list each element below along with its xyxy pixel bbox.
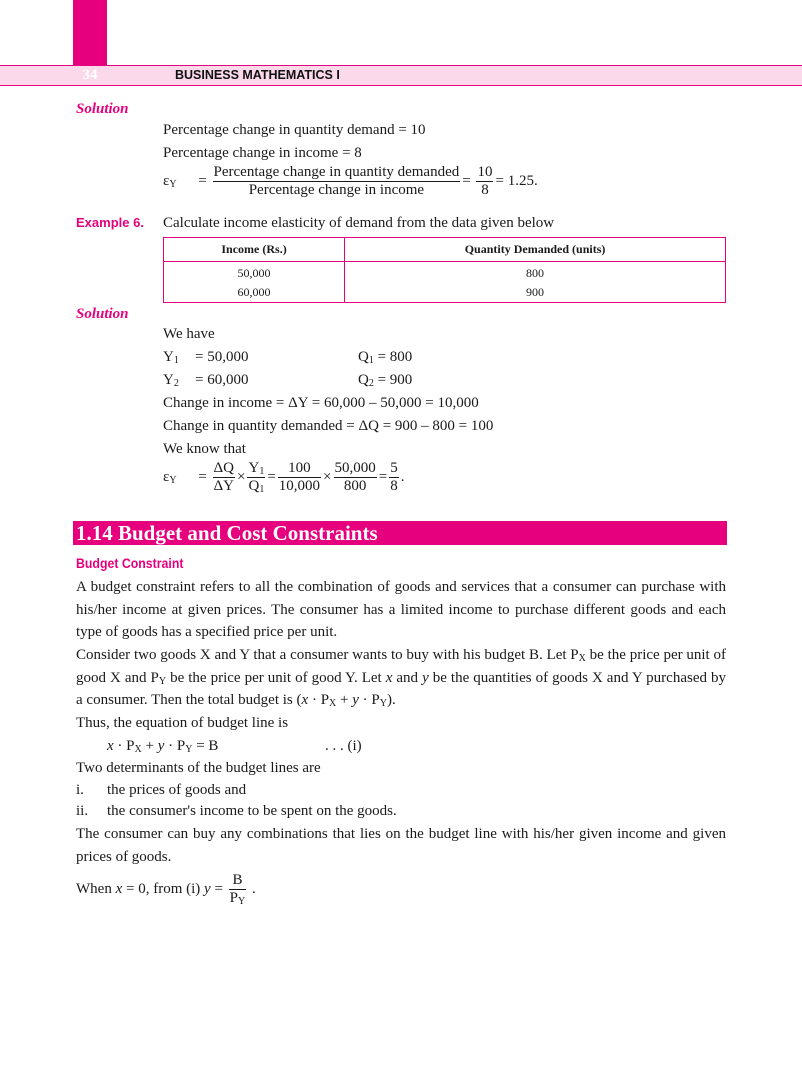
var: Q bbox=[358, 349, 369, 365]
var: P bbox=[176, 738, 186, 754]
text: and bbox=[392, 669, 423, 686]
table-cell: 900 bbox=[526, 285, 545, 299]
epsilon: ε bbox=[163, 172, 170, 189]
budget-equation bbox=[107, 736, 218, 756]
subscript: 1 bbox=[259, 466, 265, 477]
solution-label: Solution bbox=[76, 306, 129, 322]
subscript: 1 bbox=[368, 355, 374, 366]
var: Q bbox=[248, 478, 260, 494]
fraction bbox=[278, 460, 321, 495]
text-line: Two determinants of the budget lines are bbox=[76, 760, 321, 776]
var: y bbox=[157, 738, 165, 754]
y1-line bbox=[163, 347, 179, 367]
subsection-heading: Budget Constraint bbox=[76, 555, 184, 571]
text-line: Percentage change in income = 8 bbox=[163, 145, 362, 161]
table-cell: 800 bbox=[526, 266, 545, 280]
subscript: 2 bbox=[368, 378, 374, 389]
value: = 900 bbox=[377, 372, 413, 388]
numerator: 5 bbox=[390, 460, 398, 476]
table-row bbox=[164, 262, 726, 284]
op: · bbox=[358, 692, 372, 708]
text-line: Percentage change in quantity demand = 10 bbox=[163, 122, 426, 138]
paragraph: The consumer can buy any combinations that lies on the budget line with his/her given income and given prices of goods. bbox=[76, 826, 726, 865]
var: x bbox=[301, 692, 309, 708]
text-line: Thus, the equation of budget line is bbox=[76, 715, 289, 731]
q2-line bbox=[358, 370, 412, 390]
var: Y bbox=[163, 372, 174, 388]
text-line: Change in income = ΔY = 60,000 – 50,000 = 10,000 bbox=[163, 395, 479, 411]
table-header-row bbox=[164, 238, 726, 262]
y1-value: = 50,000 bbox=[195, 349, 249, 365]
var: Y bbox=[163, 349, 174, 365]
op: = B bbox=[192, 738, 219, 754]
op: · bbox=[308, 692, 321, 708]
numerator: 10 bbox=[477, 164, 493, 180]
paragraph: A budget constraint refers to all the combination of goods and services that a consumer can purchase with his/her income at given prices. The consumer has a limited income to purchase different goods and each type of goods has a specified price per unit. bbox=[76, 579, 726, 640]
section-heading: 1.14 Budget and Cost Constraints bbox=[73, 521, 727, 545]
paragraph: Consider two goods X and Y that a consumer wants to buy with his budget B. Let $P_X$ be the price per unit of good X and $P_Y$ be the price per unit of good Y. Let x and y be the quantities of goods X and Y purchased by a consumer. Then the total budget is $(x \cdot P_X + y \cdot P_Y)$. bbox=[76, 647, 727, 709]
op: + bbox=[336, 692, 353, 708]
subscript: Y bbox=[379, 698, 387, 709]
elasticity-formula: $\varepsilon_Y$ = $\frac{\text{Percentage change in quantity demanded}}{\text{Percentage change in income}}$ = $\frac{10}{8}$ = 1.25. bbox=[163, 164, 538, 198]
fraction bbox=[389, 460, 399, 495]
y2-value: = 60,000 bbox=[195, 372, 249, 388]
subscript: Y bbox=[169, 474, 177, 486]
var: y bbox=[352, 692, 359, 708]
denominator bbox=[247, 478, 265, 495]
subscript: X bbox=[578, 653, 586, 664]
equation-tag: . . . (i) bbox=[325, 738, 362, 754]
text: When bbox=[76, 880, 116, 897]
var: P bbox=[320, 692, 330, 708]
text: be the price per unit of good X and P bbox=[76, 647, 727, 686]
denominator: 10,000 bbox=[278, 478, 321, 494]
var: x bbox=[107, 738, 114, 754]
numerator: B bbox=[229, 872, 247, 890]
epsilon: ε bbox=[163, 468, 170, 485]
text-line: We know that bbox=[163, 441, 246, 457]
table-row bbox=[164, 283, 726, 303]
text: be the price per unit of good Y. Let bbox=[166, 669, 386, 686]
example-label: Example 6. bbox=[76, 215, 144, 230]
denominator: 8 bbox=[481, 182, 489, 198]
page-number: 34 bbox=[82, 67, 98, 83]
denominator: Percentage change in income bbox=[248, 182, 425, 198]
column-header: Income (Rs.) bbox=[164, 238, 345, 262]
text-line: We have bbox=[163, 326, 215, 342]
subscript: X bbox=[134, 744, 142, 755]
example-text: Calculate income elasticity of demand from the data given below bbox=[163, 215, 555, 231]
var: x bbox=[385, 669, 393, 686]
list-marker: ii. bbox=[76, 803, 89, 819]
fraction bbox=[476, 164, 493, 199]
var: x bbox=[115, 880, 123, 897]
var: y bbox=[204, 880, 211, 897]
fraction bbox=[213, 460, 235, 495]
subscript: 2 bbox=[173, 378, 179, 389]
solution-label: Solution bbox=[76, 101, 129, 117]
denominator bbox=[229, 890, 247, 907]
fraction bbox=[213, 164, 461, 199]
data-table bbox=[163, 237, 726, 303]
header-band bbox=[0, 65, 802, 86]
fraction bbox=[229, 872, 247, 907]
subscript: 1 bbox=[259, 484, 265, 495]
value: = 800 bbox=[377, 349, 413, 365]
fraction bbox=[247, 460, 265, 495]
period: . bbox=[400, 468, 405, 485]
denominator: 800 bbox=[343, 478, 367, 494]
elasticity-formula-2: $\varepsilon_Y$ = $\frac{\Delta Q}{\Delta Y}$ × $\frac{Y_1}{Q_1}$ = $\frac{100}{10,000}$ × $\frac{50,000}{800}$ = $\frac{5}{8}$ . bbox=[163, 460, 405, 495]
numerator: Percentage change in quantity demanded bbox=[213, 164, 460, 180]
subscript: 1 bbox=[173, 355, 179, 366]
op: + bbox=[141, 738, 158, 754]
list-item: the consumer's income to be spent on the goods. bbox=[107, 803, 397, 819]
numerator: 50,000 bbox=[334, 460, 376, 476]
period: . bbox=[252, 880, 256, 897]
when-line bbox=[76, 872, 256, 907]
denominator: ΔY bbox=[213, 478, 234, 494]
text: = bbox=[210, 880, 227, 897]
subscript: Y bbox=[185, 744, 193, 755]
fraction bbox=[334, 460, 377, 495]
subscript: Y bbox=[158, 675, 167, 687]
numerator: 100 bbox=[278, 460, 321, 478]
subscript: Y bbox=[238, 896, 246, 907]
op: · bbox=[164, 738, 177, 754]
op: · bbox=[113, 738, 127, 754]
subscript: X bbox=[329, 698, 337, 709]
var: P bbox=[229, 890, 239, 906]
var: P bbox=[126, 738, 135, 754]
q1-line bbox=[358, 347, 412, 367]
text: be the quantities of goods X and Y purchased by a consumer. Then the total budget is ( bbox=[76, 669, 726, 708]
result: = 1.25. bbox=[495, 172, 538, 189]
numerator bbox=[247, 460, 265, 478]
column-header: Quantity Demanded (units) bbox=[345, 238, 726, 262]
numerator: ΔQ bbox=[213, 460, 234, 476]
text: Consider two goods X and Y that a consumer wants to buy with his budget B. Let P bbox=[76, 647, 579, 663]
denominator: 8 bbox=[390, 478, 398, 494]
running-title: BUSINESS MATHEMATICS I bbox=[175, 68, 340, 82]
var: Y bbox=[248, 460, 260, 476]
list-marker: i. bbox=[76, 782, 84, 798]
text: = 0, from (i) bbox=[122, 880, 205, 897]
var: Q bbox=[358, 372, 369, 388]
table-cell: 50,000 bbox=[164, 262, 345, 284]
table-cell: 60,000 bbox=[164, 283, 345, 303]
var: y bbox=[422, 669, 429, 686]
text-line: Change in quantity demanded = ΔQ = 900 – 800 = 100 bbox=[163, 418, 494, 434]
list-item: the prices of goods and bbox=[107, 782, 247, 798]
y2-line bbox=[163, 370, 179, 390]
subscript: Y bbox=[169, 178, 177, 190]
var: P bbox=[371, 692, 380, 708]
